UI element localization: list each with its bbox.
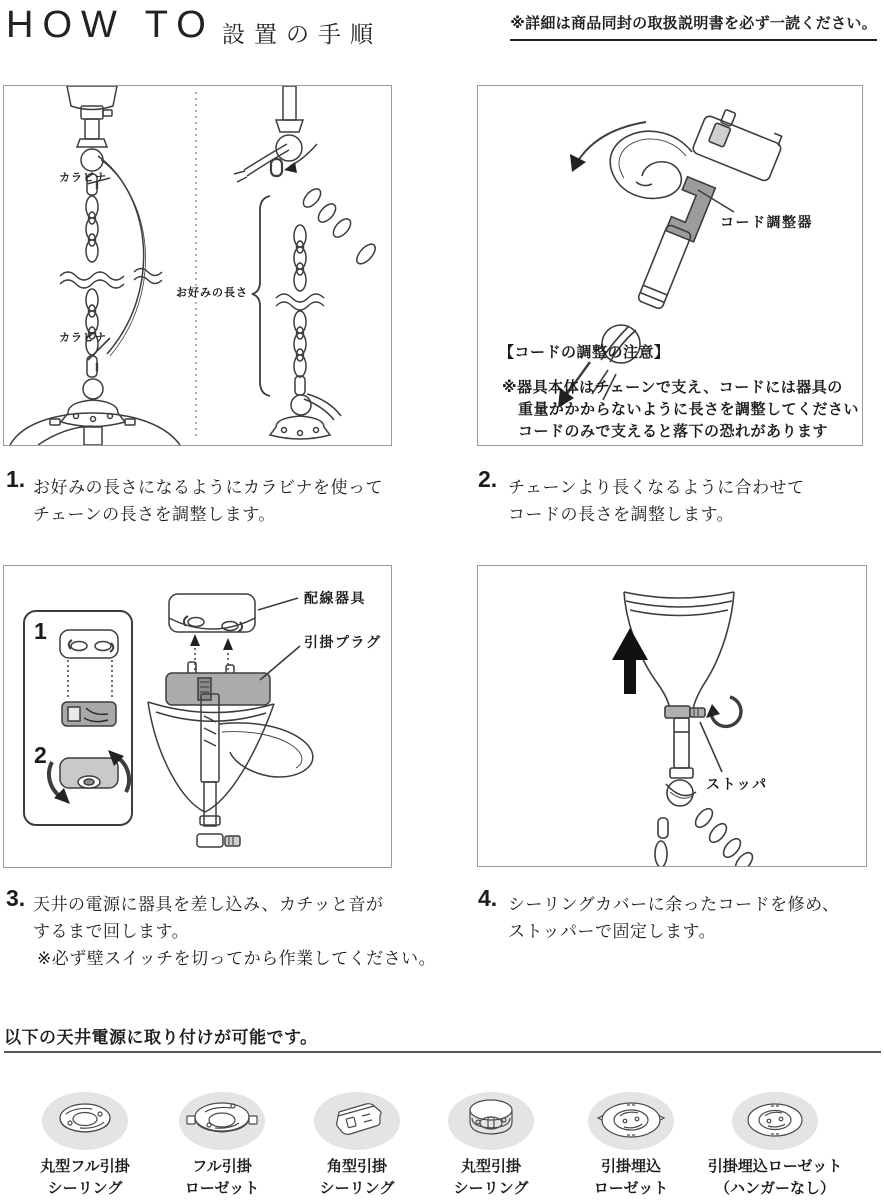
step3-text-line1: 天井の電源に器具を差し込み、カチッと音が [33,895,384,914]
socket-type-embedded-hook-rosette [556,1092,706,1200]
ceiling-cover-illustration [478,566,866,866]
figure-step1-chain-adjust [3,85,392,446]
page-title-howto: HOW TO [6,4,215,46]
step2-text-line1: チェーンより長くなるように合わせて [508,478,805,497]
socket-label [690,1156,860,1200]
socket-type-round-full-hook-ceiling [10,1092,160,1200]
cord-caution-line1: ※器具本体はチェーンで支え、コードには器具の [502,379,843,396]
cord-caution-line2: 重量がかからないように長さを調整してください [518,401,860,418]
full-hook-rosette-icon [179,1092,265,1150]
step4-text-line2: ストッパーで固定します。 [508,922,717,941]
step3-warning-note: ※必ず壁スイッチを切ってから作業してください。 [37,949,437,968]
socket-label [282,1156,432,1200]
figure-step2-cord-adjust [477,85,863,446]
cord-adjuster-label: コード調整器 [720,214,813,230]
step3-text-line2: するまで回します。 [33,922,190,941]
cord-caution-line3: コードのみで支えると落下の恐れがあります [518,423,829,440]
step1-text-line2: チェーンの長さを調整します。 [33,505,276,524]
socket-type-round-hook-ceiling [416,1092,566,1200]
socket-label [147,1156,297,1200]
embedded-hook-rosette-no-hanger-icon [732,1092,818,1150]
socket-label-line2: （ハンガーなし） [714,1180,835,1197]
socket-label [416,1156,566,1200]
socket-label-line1: 引掛埋込 [600,1158,661,1175]
socket-type-full-hook-rosette [147,1092,297,1200]
step2-text-line2: コードの長さを調整します。 [508,505,735,524]
figure-step4-stopper [477,565,867,867]
page-title-japanese: 設置の手順 [222,21,382,47]
socket-type-embedded-hook-rosette-no-hanger [690,1092,860,1200]
section-divider [4,1051,881,1053]
socket-label-line2: ローゼット [184,1180,260,1197]
socket-label-line1: 引掛埋込ローゼット [707,1158,843,1175]
step4-number: 4. [478,885,498,911]
stopper-label: ストッパ [706,776,768,792]
carabiner-label-bottom: カラビナ [59,332,107,344]
socket-label-line1: 丸型フル引掛 [40,1158,130,1175]
socket-label-line2: ローゼット [593,1180,669,1197]
round-hook-ceiling-icon [448,1092,534,1150]
preferred-length-label: お好みの長さ [176,287,248,299]
socket-label-line1: 角型引掛 [326,1158,387,1175]
wiring-device-label: 配線器具 [304,590,366,606]
socket-label-line1: フル引掛 [192,1158,252,1175]
carabiner-label-top: カラビナ [59,172,107,184]
round-full-hook-ceiling-icon [42,1092,128,1150]
chain-illustration [4,86,391,445]
socket-type-square-hook-ceiling [282,1092,432,1200]
socket-label [10,1156,160,1200]
figure-step3-plug-in [3,565,392,868]
inset-step1-number: 1 [34,618,47,644]
inset-step2-number: 2 [34,742,47,768]
step1-number: 1. [6,466,26,492]
step4-text-line1: シーリングカバーに余ったコードを修め、 [508,895,840,914]
socket-label [556,1156,706,1200]
compatibility-heading: 以下の天井電源に取り付けが可能です。 [4,1028,318,1047]
step2-number: 2. [478,466,498,492]
socket-label-line2: シーリング [47,1180,123,1197]
square-hook-ceiling-icon [314,1092,400,1150]
header-note: ※詳細は商品同封の取扱説明書を必ず一読ください。 [510,12,877,41]
embedded-hook-rosette-icon [588,1092,674,1150]
socket-label-line2: シーリング [453,1180,529,1197]
hook-plug-label: 引掛プラグ [304,634,382,650]
step3-number: 3. [6,885,26,911]
cord-caution-title: 【コードの調整の注意】 [499,344,670,361]
socket-label-line1: 丸型引掛 [460,1158,521,1175]
plug-illustration [4,566,391,867]
step1-text-line1: お好みの長さになるようにカラビナを使って [33,478,383,497]
socket-label-line2: シーリング [319,1180,395,1197]
